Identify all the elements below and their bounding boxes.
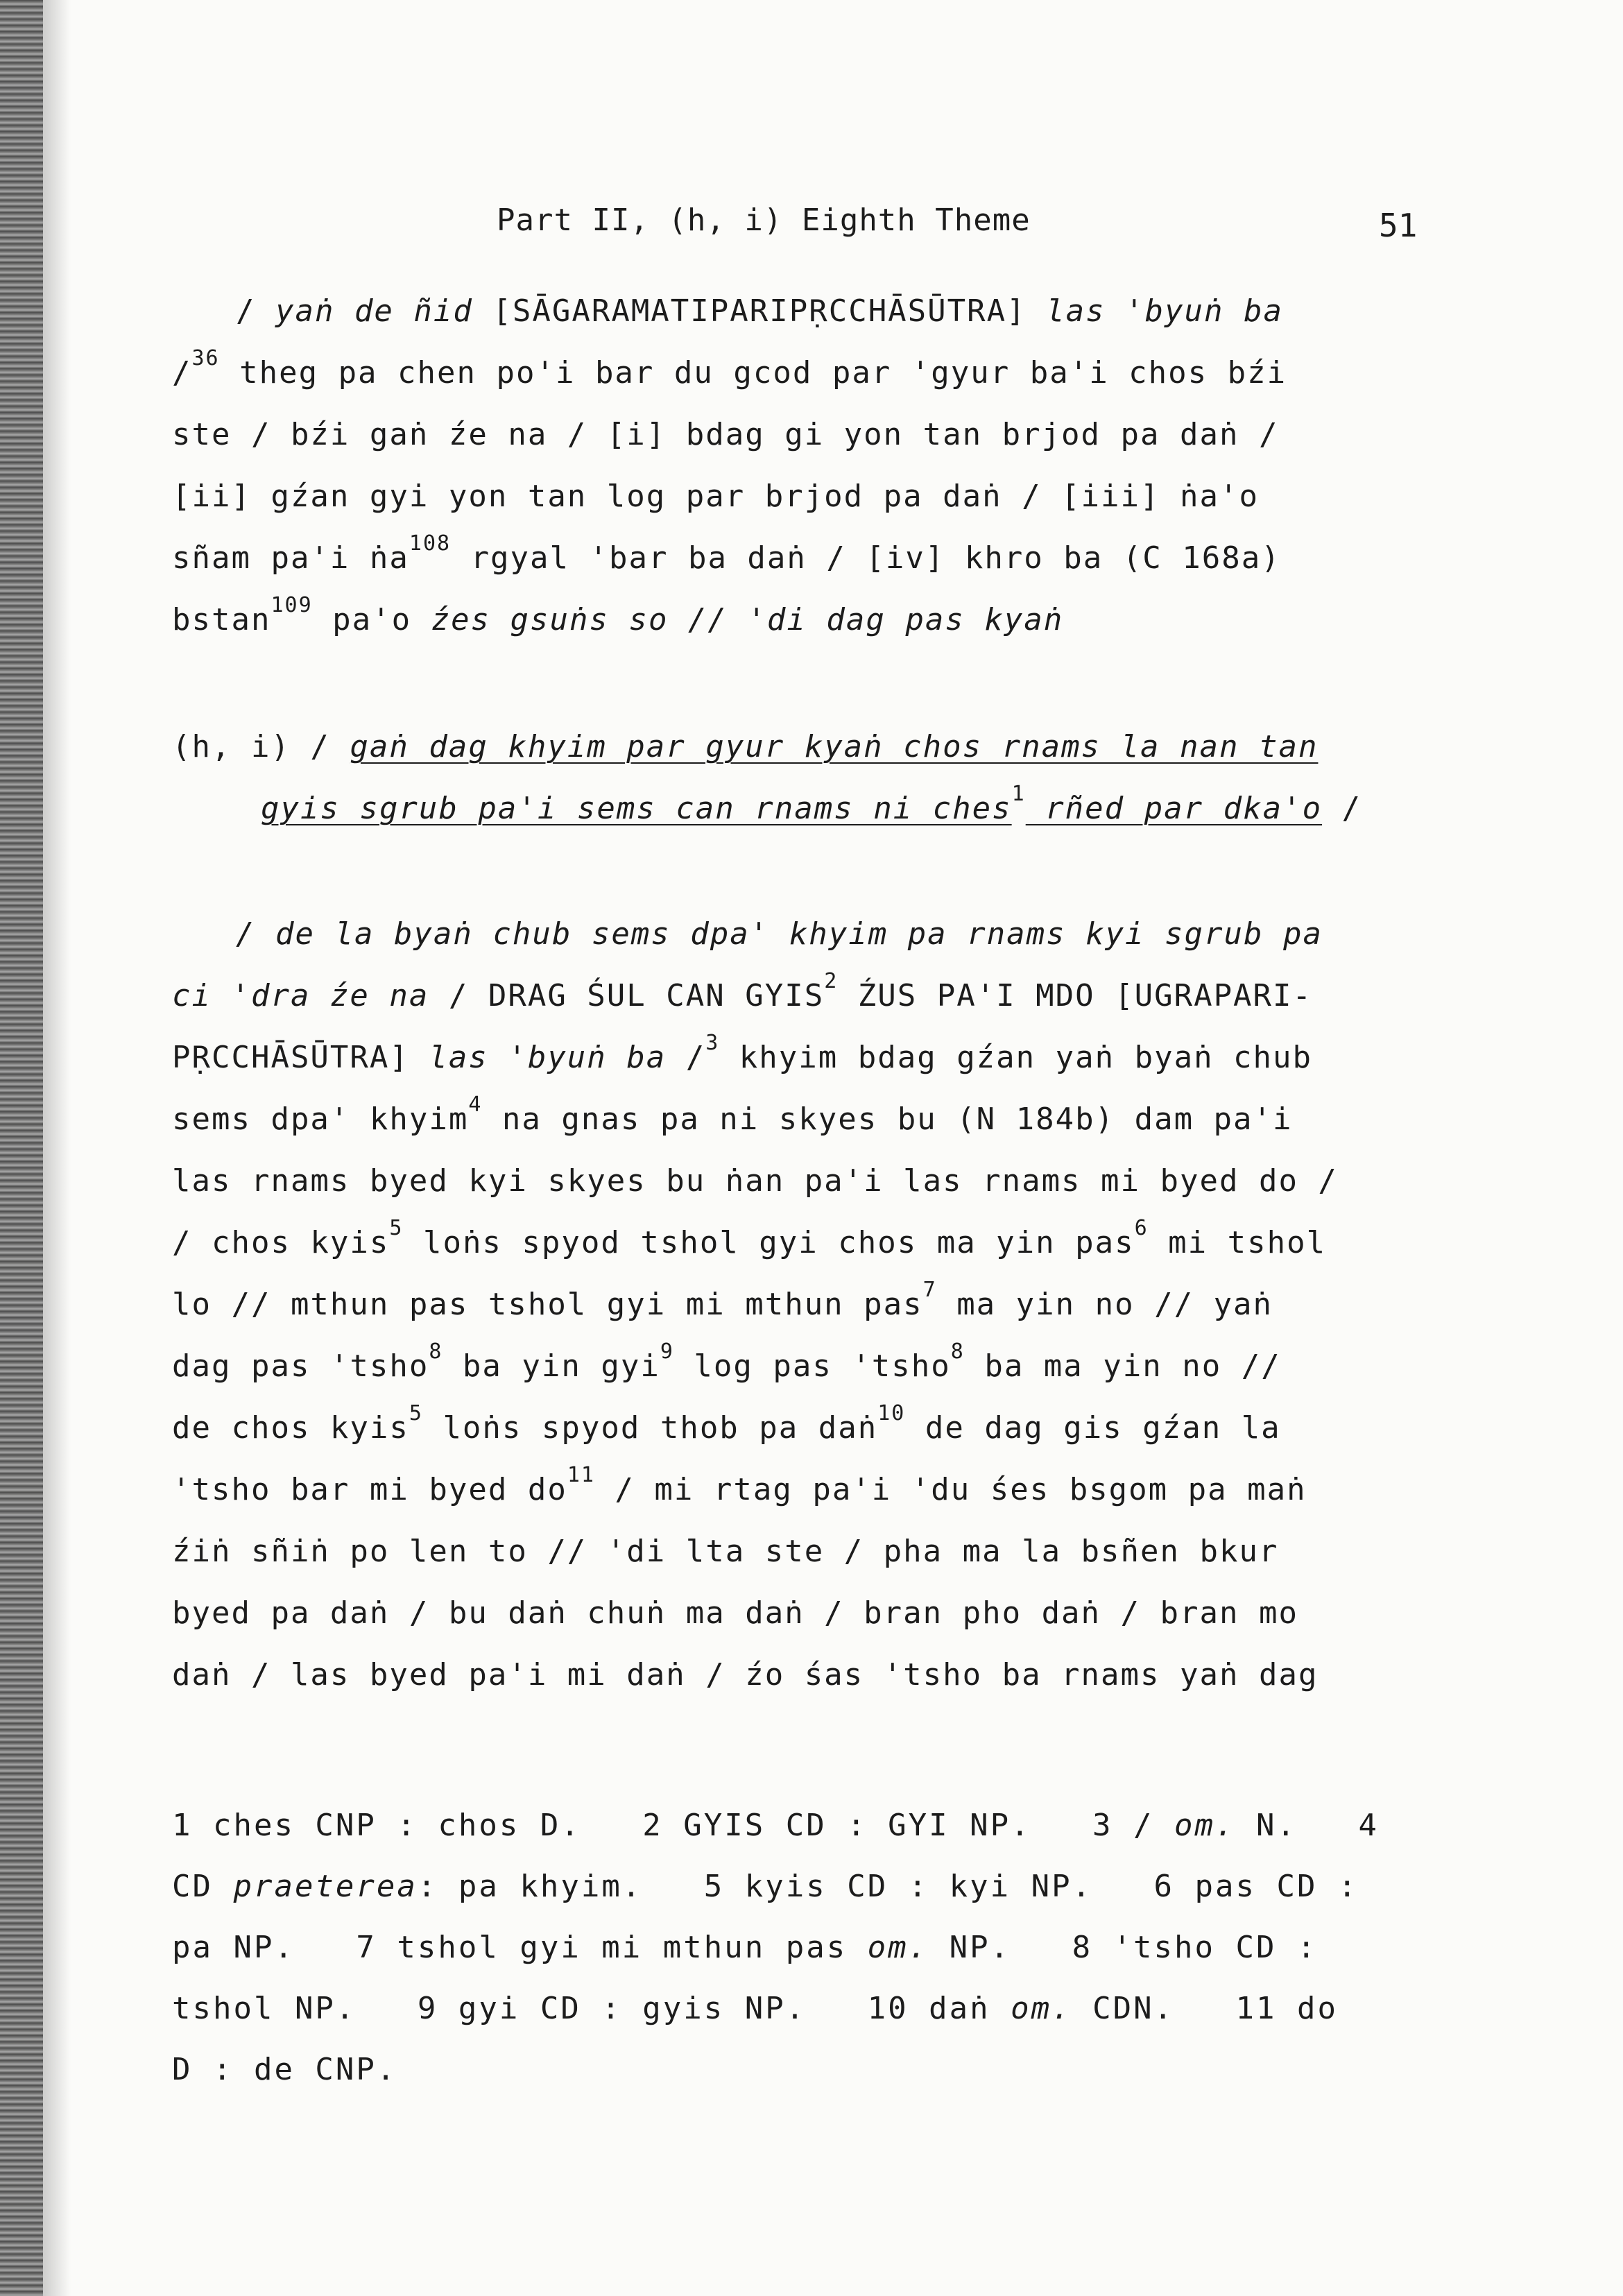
text-line: sñam pa'i ṅa$^{108}$ rgyal 'bar ba daṅ / [iv] khro ba (C 168a) — [172, 531, 1281, 576]
footnote-line: 1 ches CNP : chos D. 2 GYIS CD : GYI NP. 3 / om. N. 4 — [172, 1808, 1379, 1843]
note-marker: 4 — [468, 1093, 483, 1117]
text-line: / de la byaṅ chub sems dpa' khyim pa rnams kyi sgrub pa — [236, 916, 1323, 952]
note-marker: 9 — [660, 1339, 674, 1364]
note-marker: 6 — [1134, 1216, 1149, 1240]
page-binding-edge — [0, 0, 43, 2296]
note-marker: 109 — [270, 593, 313, 617]
heading-line: (h, i) / gaṅ dag khyim par gyur kyaṅ chos rnams la nan tan — [172, 729, 1319, 764]
paragraph-1 — [172, 280, 1476, 651]
section-heading — [172, 716, 1476, 839]
note-marker: 2 — [824, 969, 839, 993]
text-line: bstan$^{109}$ pa'o źes gsuṅs so // 'di dag pas kyaṅ — [172, 593, 1064, 637]
text-line: lo // mthun pas tshol gyi mi mthun pas$^7$ ma yin no // yaṅ — [172, 1278, 1273, 1322]
footnote-line: tshol NP. 9 gyi CD : gyis NP. 10 daṅ om. CDN. 11 do — [172, 1991, 1338, 2026]
paragraph-2 — [172, 903, 1476, 1706]
footnote-line: CD praeterea: pa khyim. 5 kyis CD : kyi NP. 6 pas CD : — [172, 1869, 1359, 1904]
text-line: /$^{36}$ theg pa chen po'i bar du gcod par 'gyur ba'i chos bźi — [172, 346, 1287, 391]
text-line: źiṅ sñiṅ po len to // 'di lta ste / pha ma la bsñen bkur — [172, 1534, 1279, 1569]
note-marker: 8 — [950, 1339, 965, 1364]
text-line: ci 'dra źe na / DRAG ŚUL CAN GYIS$^2$ ŹUS PA'I MDO [UGRAPARI- — [172, 969, 1313, 1013]
note-marker: 11 — [567, 1463, 595, 1487]
note-marker: 8 — [429, 1339, 443, 1364]
note-marker: 36 — [191, 346, 220, 370]
text-line: dag pas 'tsho$^8$ ba yin gyi$^9$ log pas 'tsho$^8$ ba ma yin no // — [172, 1339, 1281, 1384]
footnote-line: D : de CNP. — [172, 2052, 397, 2087]
text-line: PṚCCHĀSŪTRA] las 'byuṅ ba /$^3$ khyim bdag gźan yaṅ byaṅ chub — [172, 1031, 1313, 1075]
text-line: [ii] gźan gyi yon tan log par brjod pa daṅ / [iii] ṅa'o — [172, 479, 1259, 514]
footnotes — [172, 1795, 1476, 2100]
text-line: / yaṅ de ñid [SĀGARAMATIPARIPṚCCHĀSŪTRA] las 'byuṅ ba — [236, 293, 1283, 329]
text-line: sems dpa' khyim$^4$ na gnas pa ni skyes bu (N 184b) dam pa'i — [172, 1093, 1293, 1137]
text-line: ste / bźi gaṅ źe na / [i] bdag gi yon tan brjod pa daṅ / — [172, 417, 1279, 452]
text-line: daṅ / las byed pa'i mi daṅ / źo śas 'tsho ba rnams yaṅ dag — [172, 1657, 1319, 1693]
note-marker: 5 — [409, 1401, 423, 1425]
text-line: de chos kyis$^5$ loṅs spyod thob pa daṅ$^{10}$ de dag gis gźan la — [172, 1401, 1281, 1446]
page-number: 51 — [1379, 207, 1418, 244]
note-marker: 108 — [409, 531, 452, 556]
text-line: byed pa daṅ / bu daṅ chuṅ ma daṅ / bran pho daṅ / bran mo — [172, 1595, 1298, 1631]
heading-line: gyis sgrub pa'i sems can rnams ni ches$^1$ rñed par dka'o / — [261, 782, 1362, 826]
note-marker: 1 — [1011, 782, 1026, 806]
text-line: / chos kyis$^5$ loṅs spyod tshol gyi chos ma yin pas$^6$ mi tshol — [172, 1216, 1327, 1260]
page-binding-shadow — [43, 0, 71, 2296]
footnote-line: pa NP. 7 tshol gyi mi mthun pas om. NP. 8 'tsho CD : — [172, 1930, 1318, 1965]
note-marker: 5 — [389, 1216, 404, 1240]
text-line: las rnams byed kyi skyes bu ṅan pa'i las rnams mi byed do / — [172, 1163, 1338, 1199]
note-marker: 3 — [705, 1031, 720, 1055]
running-title: Part II, (h, i) Eighth Theme — [497, 203, 1031, 238]
note-marker: 10 — [877, 1401, 906, 1425]
note-marker: 7 — [922, 1278, 937, 1302]
text-line: 'tsho bar mi byed $do^{11}$ / mi rtag pa'i 'du śes bsgom pa maṅ — [172, 1463, 1307, 1507]
